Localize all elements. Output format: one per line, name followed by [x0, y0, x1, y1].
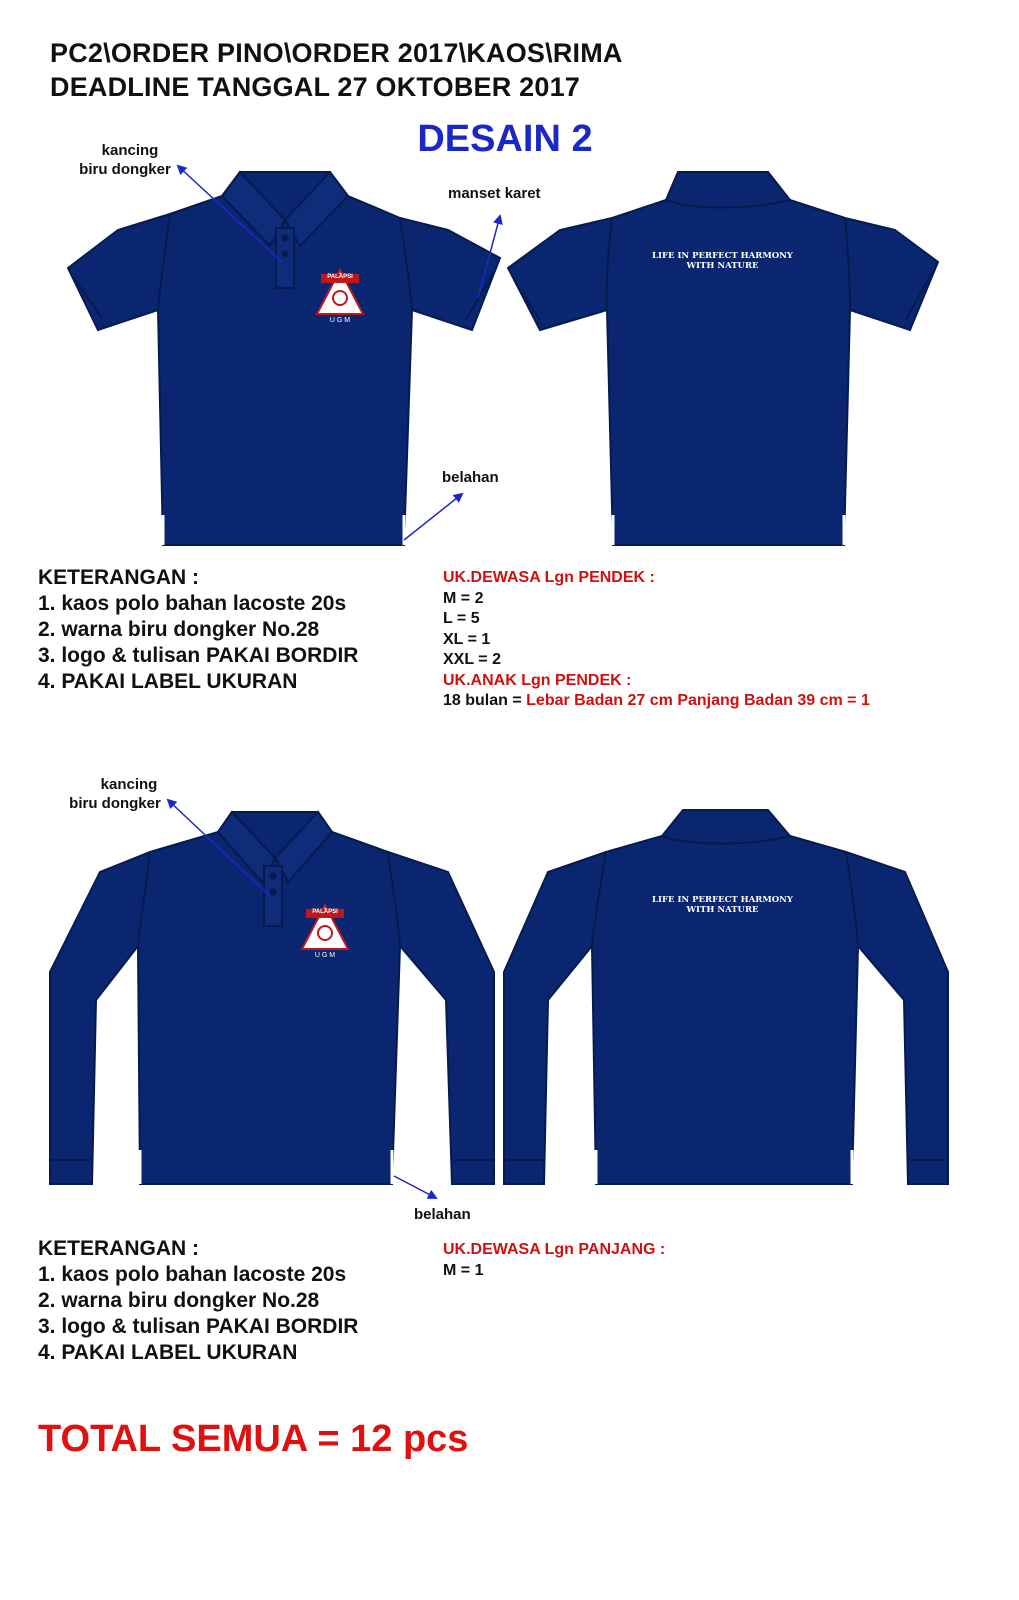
- adult-size-title: UK.DEWASA Lgn PENDEK :: [443, 569, 655, 586]
- logo-banner-text: PALAPSI: [327, 274, 353, 280]
- notes-item: 4. PAKAI LABEL UKURAN: [38, 670, 298, 693]
- notes-item: 3. logo & tulisan PAKAI BORDIR: [38, 1315, 359, 1338]
- kancing-callout: [60, 141, 190, 179]
- belahan-callout: belahan: [442, 469, 499, 486]
- total-quantity: TOTAL SEMUA = 12 pcs: [38, 1418, 469, 1460]
- short-sleeve-front-shirt: [68, 172, 500, 545]
- notes-title: KETERANGAN :: [38, 566, 199, 589]
- notes-title: KETERANGAN :: [38, 1237, 199, 1260]
- back-print-line1: LIFE IN PERFECT HARMONY: [652, 895, 793, 905]
- back-print-line1: LIFE IN PERFECT HARMONY: [652, 251, 793, 261]
- callout-line: kancing: [101, 142, 159, 159]
- notes-item: 1. kaos polo bahan lacoste 20s: [38, 592, 347, 615]
- size-row: M = 2: [443, 589, 484, 607]
- kid-size-row: [443, 691, 870, 712]
- sizes-short-sleeve: [443, 568, 870, 712]
- sizes-long-sleeve: [443, 1240, 665, 1281]
- logo-banner-text: PALAPSI: [312, 909, 338, 915]
- kid-size-detail: Lebar Badan 27 cm Panjang Badan 39 cm = 1: [526, 692, 870, 709]
- callout-line: kancing: [100, 776, 158, 793]
- back-print-text: [640, 895, 805, 915]
- notes-short-sleeve: [38, 565, 358, 695]
- kid-size-title: UK.ANAK Lgn PENDEK :: [443, 671, 632, 689]
- notes-item: 1. kaos polo bahan lacoste 20s: [38, 1263, 347, 1286]
- logo-caption: U G M: [329, 317, 351, 324]
- manset-callout: manset karet: [448, 185, 541, 202]
- deadline-heading: DEADLINE TANGGAL 27 OKTOBER 2017: [50, 72, 581, 102]
- callout-line: biru dongker: [69, 795, 161, 812]
- size-row: XL = 1: [443, 630, 491, 648]
- long-sleeve-back-shirt: [504, 810, 948, 1184]
- notes-item: 4. PAKAI LABEL UKURAN: [38, 1341, 298, 1364]
- size-row: M = 1: [443, 1261, 484, 1279]
- kancing-callout: [50, 775, 180, 813]
- callout-line: biru dongker: [79, 161, 171, 178]
- logo-caption: U G M: [314, 952, 336, 959]
- notes-item: 2. warna biru dongker No.28: [38, 618, 320, 641]
- size-row: L = 5: [443, 610, 480, 627]
- kid-size-label: 18 bulan =: [443, 692, 527, 709]
- back-print-line2: WITH NATURE: [686, 905, 759, 915]
- belahan-callout: belahan: [414, 1206, 471, 1223]
- design-title: DESAIN 2: [417, 118, 593, 160]
- notes-long-sleeve: [38, 1236, 358, 1366]
- notes-item: 2. warna biru dongker No.28: [38, 1289, 320, 1312]
- short-sleeve-back-shirt: [508, 172, 938, 545]
- size-row: XXL = 2: [443, 651, 501, 668]
- adult-size-title: UK.DEWASA Lgn PANJANG :: [443, 1241, 666, 1258]
- file-path-heading: PC2\ORDER PINO\ORDER 2017\KAOS\RIMA: [50, 38, 623, 68]
- back-print-line2: WITH NATURE: [686, 261, 759, 271]
- notes-item: 3. logo & tulisan PAKAI BORDIR: [38, 644, 359, 667]
- long-sleeve-front-shirt: [50, 812, 494, 1184]
- back-print-text: [640, 251, 805, 271]
